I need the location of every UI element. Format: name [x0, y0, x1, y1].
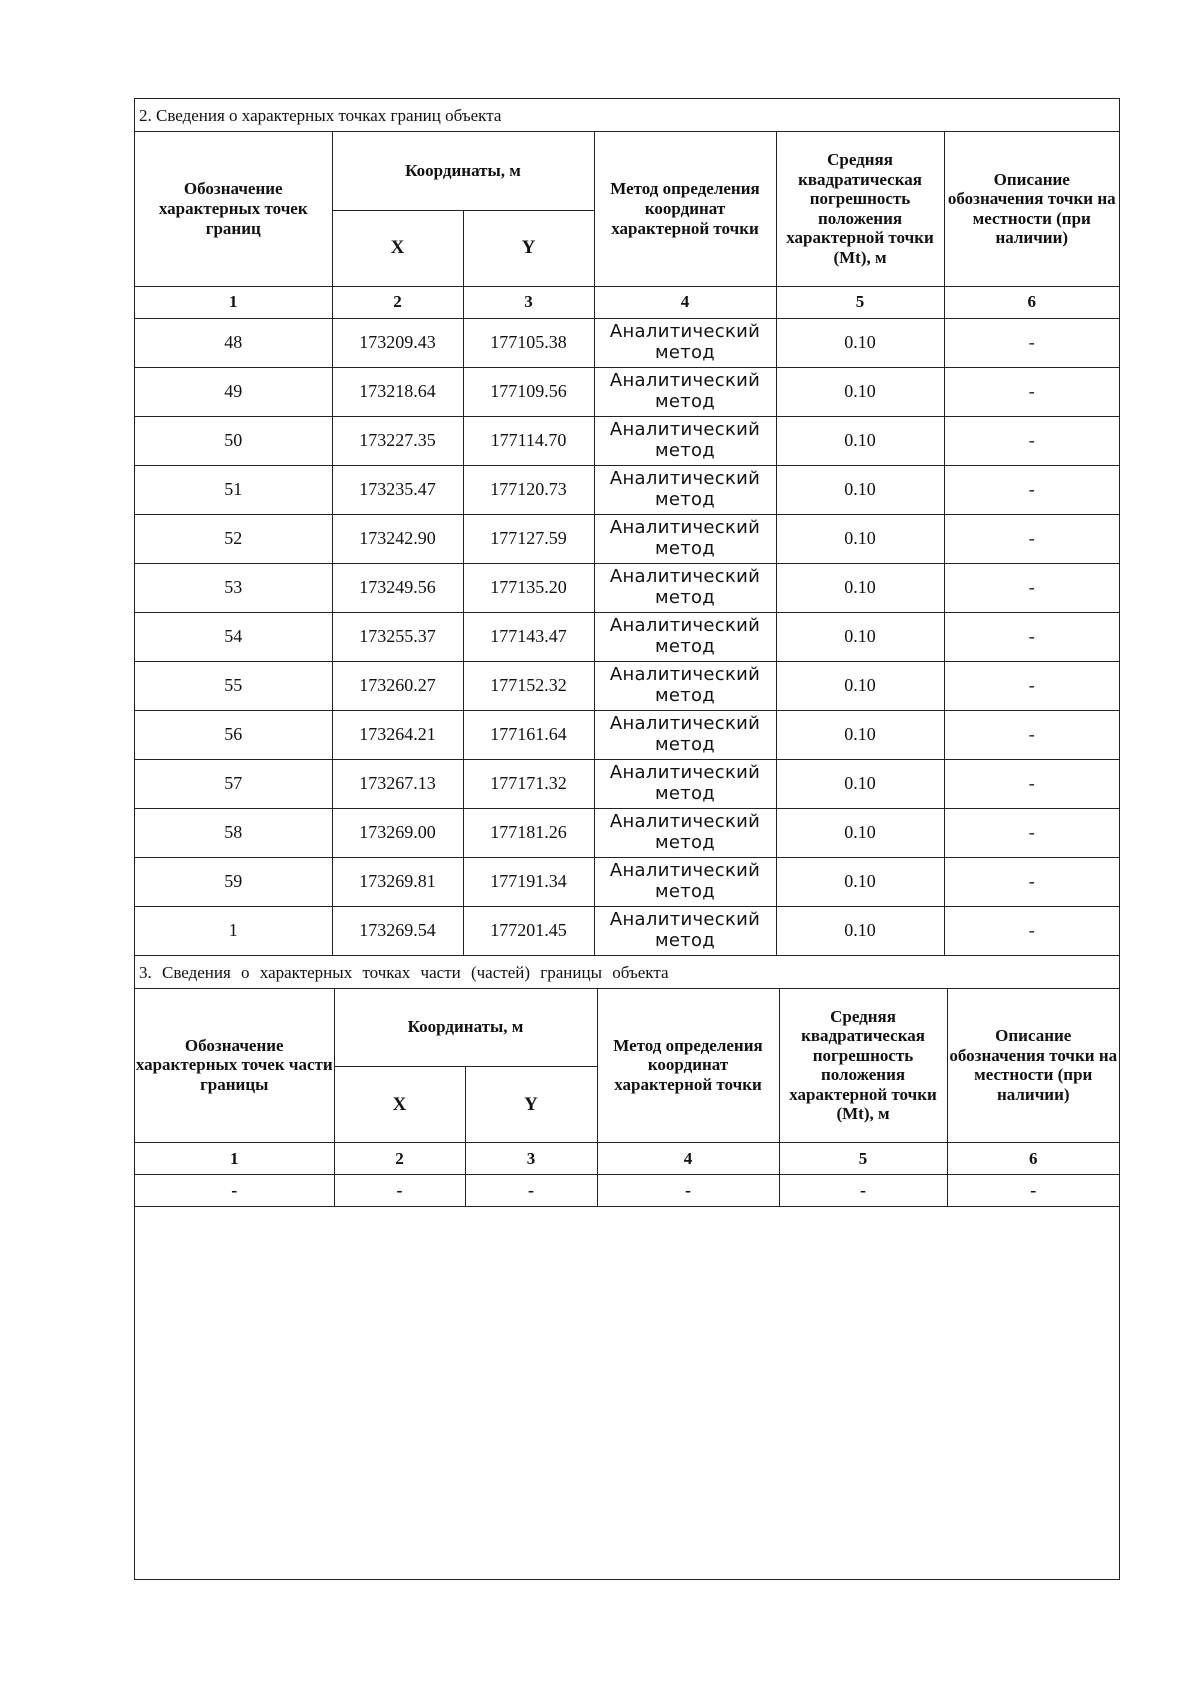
- method-cell: [594, 367, 776, 416]
- method-line-2: метод: [654, 782, 716, 804]
- method-cell: [594, 563, 776, 612]
- column-number: 3: [463, 286, 594, 318]
- point-number: 53: [135, 563, 332, 612]
- coord-x: 173255.37: [332, 612, 463, 661]
- description-value: -: [944, 857, 1119, 906]
- column-number: 4: [594, 286, 776, 318]
- method-cell: [594, 514, 776, 563]
- header-error: Средняя квадратическая погрешность положения характерной точки (Mt), м: [776, 132, 944, 286]
- point-number: 58: [135, 808, 332, 857]
- column-numbers-row: [135, 1143, 1119, 1175]
- error-value: 0.10: [776, 367, 944, 416]
- coord-x: 173260.27: [332, 661, 463, 710]
- section-2-title: 2. Сведения о характерных точках границ объекта: [135, 99, 1119, 132]
- method-line-2: метод: [654, 390, 716, 412]
- coord-y: 177181.26: [463, 808, 594, 857]
- error-value: 0.10: [776, 465, 944, 514]
- header-coordinates: Координаты, м: [332, 132, 594, 210]
- empty-cell: -: [334, 1175, 465, 1207]
- coord-y: 177135.20: [463, 563, 594, 612]
- section-3-table: [135, 989, 1119, 1208]
- table-row: [135, 318, 1119, 367]
- method-line-1: Аналитический: [609, 761, 761, 783]
- column-number: 5: [776, 286, 944, 318]
- table-row: [135, 563, 1119, 612]
- point-number: 49: [135, 367, 332, 416]
- error-value: 0.10: [776, 612, 944, 661]
- method-line-2: метод: [654, 684, 716, 706]
- header-method: Метод определения координат характерной точки: [597, 989, 779, 1143]
- coord-x: 173209.43: [332, 318, 463, 367]
- description-value: -: [944, 318, 1119, 367]
- method-line-1: Аналитический: [609, 320, 761, 342]
- empty-cell: -: [465, 1175, 597, 1207]
- method-line-2: метод: [654, 341, 716, 363]
- header-method: Метод определения координат характерной точки: [594, 132, 776, 286]
- method-cell: [594, 759, 776, 808]
- method-line-2: метод: [654, 439, 716, 461]
- column-numbers-row: [135, 286, 1119, 318]
- method-line-1: Аналитический: [609, 712, 761, 734]
- point-number: 56: [135, 710, 332, 759]
- method-line-1: Аналитический: [609, 565, 761, 587]
- coord-y: 177161.64: [463, 710, 594, 759]
- empty-cell: -: [135, 1175, 334, 1207]
- method-cell: [594, 906, 776, 955]
- column-number: 2: [334, 1143, 465, 1175]
- method-line-2: метод: [654, 488, 716, 510]
- coord-x: 173269.54: [332, 906, 463, 955]
- coord-y: 177191.34: [463, 857, 594, 906]
- section-2-rows: [135, 318, 1119, 955]
- coord-y: 177109.56: [463, 367, 594, 416]
- error-value: 0.10: [776, 563, 944, 612]
- table-row: [135, 612, 1119, 661]
- error-value: 0.10: [776, 906, 944, 955]
- point-number: 54: [135, 612, 332, 661]
- method-line-2: метод: [654, 586, 716, 608]
- method-line-1: Аналитический: [609, 663, 761, 685]
- empty-cell: -: [947, 1175, 1119, 1207]
- table-row: [135, 661, 1119, 710]
- column-number: 4: [597, 1143, 779, 1175]
- header-description: Описание обозначения точки на местности (при наличии): [947, 989, 1119, 1143]
- coord-x: 173218.64: [332, 367, 463, 416]
- description-value: -: [944, 416, 1119, 465]
- header-y: Y: [463, 210, 594, 286]
- point-number: 52: [135, 514, 332, 563]
- column-number: 6: [944, 286, 1119, 318]
- method-line-2: метод: [654, 635, 716, 657]
- error-value: 0.10: [776, 808, 944, 857]
- description-value: -: [944, 759, 1119, 808]
- coord-x: 173264.21: [332, 710, 463, 759]
- method-cell: [594, 710, 776, 759]
- method-line-2: метод: [654, 831, 716, 853]
- coord-y: 177201.45: [463, 906, 594, 955]
- column-number: 1: [135, 1143, 334, 1175]
- table-row: [135, 710, 1119, 759]
- table-row: [135, 759, 1119, 808]
- coord-x: 173267.13: [332, 759, 463, 808]
- table-row: [135, 1175, 1119, 1207]
- description-value: -: [944, 612, 1119, 661]
- table-row: [135, 416, 1119, 465]
- coord-x: 173227.35: [332, 416, 463, 465]
- column-number: 3: [465, 1143, 597, 1175]
- method-cell: [594, 416, 776, 465]
- table-row: [135, 514, 1119, 563]
- column-number: 1: [135, 286, 332, 318]
- empty-cell: -: [779, 1175, 947, 1207]
- coord-y: 177127.59: [463, 514, 594, 563]
- error-value: 0.10: [776, 857, 944, 906]
- method-cell: [594, 857, 776, 906]
- coord-y: 177143.47: [463, 612, 594, 661]
- table-row: [135, 465, 1119, 514]
- header-description: Описание обозначения точки на местности (при наличии): [944, 132, 1119, 286]
- column-number: 5: [779, 1143, 947, 1175]
- table-row: [135, 367, 1119, 416]
- point-number: 59: [135, 857, 332, 906]
- point-number: 1: [135, 906, 332, 955]
- description-value: -: [944, 563, 1119, 612]
- description-value: -: [944, 710, 1119, 759]
- description-value: -: [944, 514, 1119, 563]
- coord-x: 173249.56: [332, 563, 463, 612]
- description-value: -: [944, 465, 1119, 514]
- column-number: 6: [947, 1143, 1119, 1175]
- error-value: 0.10: [776, 318, 944, 367]
- method-cell: [594, 661, 776, 710]
- error-value: 0.10: [776, 710, 944, 759]
- error-value: 0.10: [776, 759, 944, 808]
- header-x: X: [334, 1067, 465, 1143]
- header-x: X: [332, 210, 463, 286]
- method-line-2: метод: [654, 929, 716, 951]
- error-value: 0.10: [776, 661, 944, 710]
- method-line-2: метод: [654, 537, 716, 559]
- section-3-title: 3. Сведения о характерных точках части (частей) границы объекта: [135, 956, 1119, 989]
- coord-y: 177105.38: [463, 318, 594, 367]
- description-value: -: [944, 808, 1119, 857]
- table-row: [135, 808, 1119, 857]
- coord-x: 173269.00: [332, 808, 463, 857]
- description-value: -: [944, 661, 1119, 710]
- method-cell: [594, 808, 776, 857]
- method-line-2: метод: [654, 880, 716, 902]
- method-line-1: Аналитический: [609, 810, 761, 832]
- point-number: 55: [135, 661, 332, 710]
- method-line-2: метод: [654, 733, 716, 755]
- description-value: -: [944, 906, 1119, 955]
- document-frame: [134, 98, 1120, 1580]
- description-value: -: [944, 367, 1119, 416]
- coord-y: 177120.73: [463, 465, 594, 514]
- section-2-table: [135, 132, 1119, 956]
- method-line-1: Аналитический: [609, 418, 761, 440]
- coord-y: 177171.32: [463, 759, 594, 808]
- method-cell: [594, 318, 776, 367]
- header-error: Средняя квадратическая погрешность положения характерной точки (Mt), м: [779, 989, 947, 1143]
- header-coordinates: Координаты, м: [334, 989, 597, 1067]
- empty-cell: -: [597, 1175, 779, 1207]
- method-line-1: Аналитический: [609, 859, 761, 881]
- header-designation: Обозначение характерных точек части границы: [135, 989, 334, 1143]
- column-number: 2: [332, 286, 463, 318]
- header-y: Y: [465, 1067, 597, 1143]
- table-row: [135, 906, 1119, 955]
- method-line-1: Аналитический: [609, 369, 761, 391]
- coord-y: 177114.70: [463, 416, 594, 465]
- method-line-1: Аналитический: [609, 908, 761, 930]
- coord-x: 173242.90: [332, 514, 463, 563]
- point-number: 50: [135, 416, 332, 465]
- point-number: 51: [135, 465, 332, 514]
- error-value: 0.10: [776, 514, 944, 563]
- method-line-1: Аналитический: [609, 516, 761, 538]
- point-number: 48: [135, 318, 332, 367]
- method-cell: [594, 612, 776, 661]
- header-designation: Обозначение характерных точек границ: [135, 132, 332, 286]
- coord-x: 173235.47: [332, 465, 463, 514]
- method-line-1: Аналитический: [609, 614, 761, 636]
- method-cell: [594, 465, 776, 514]
- coord-x: 173269.81: [332, 857, 463, 906]
- method-line-1: Аналитический: [609, 467, 761, 489]
- coord-y: 177152.32: [463, 661, 594, 710]
- point-number: 57: [135, 759, 332, 808]
- table-row: [135, 857, 1119, 906]
- error-value: 0.10: [776, 416, 944, 465]
